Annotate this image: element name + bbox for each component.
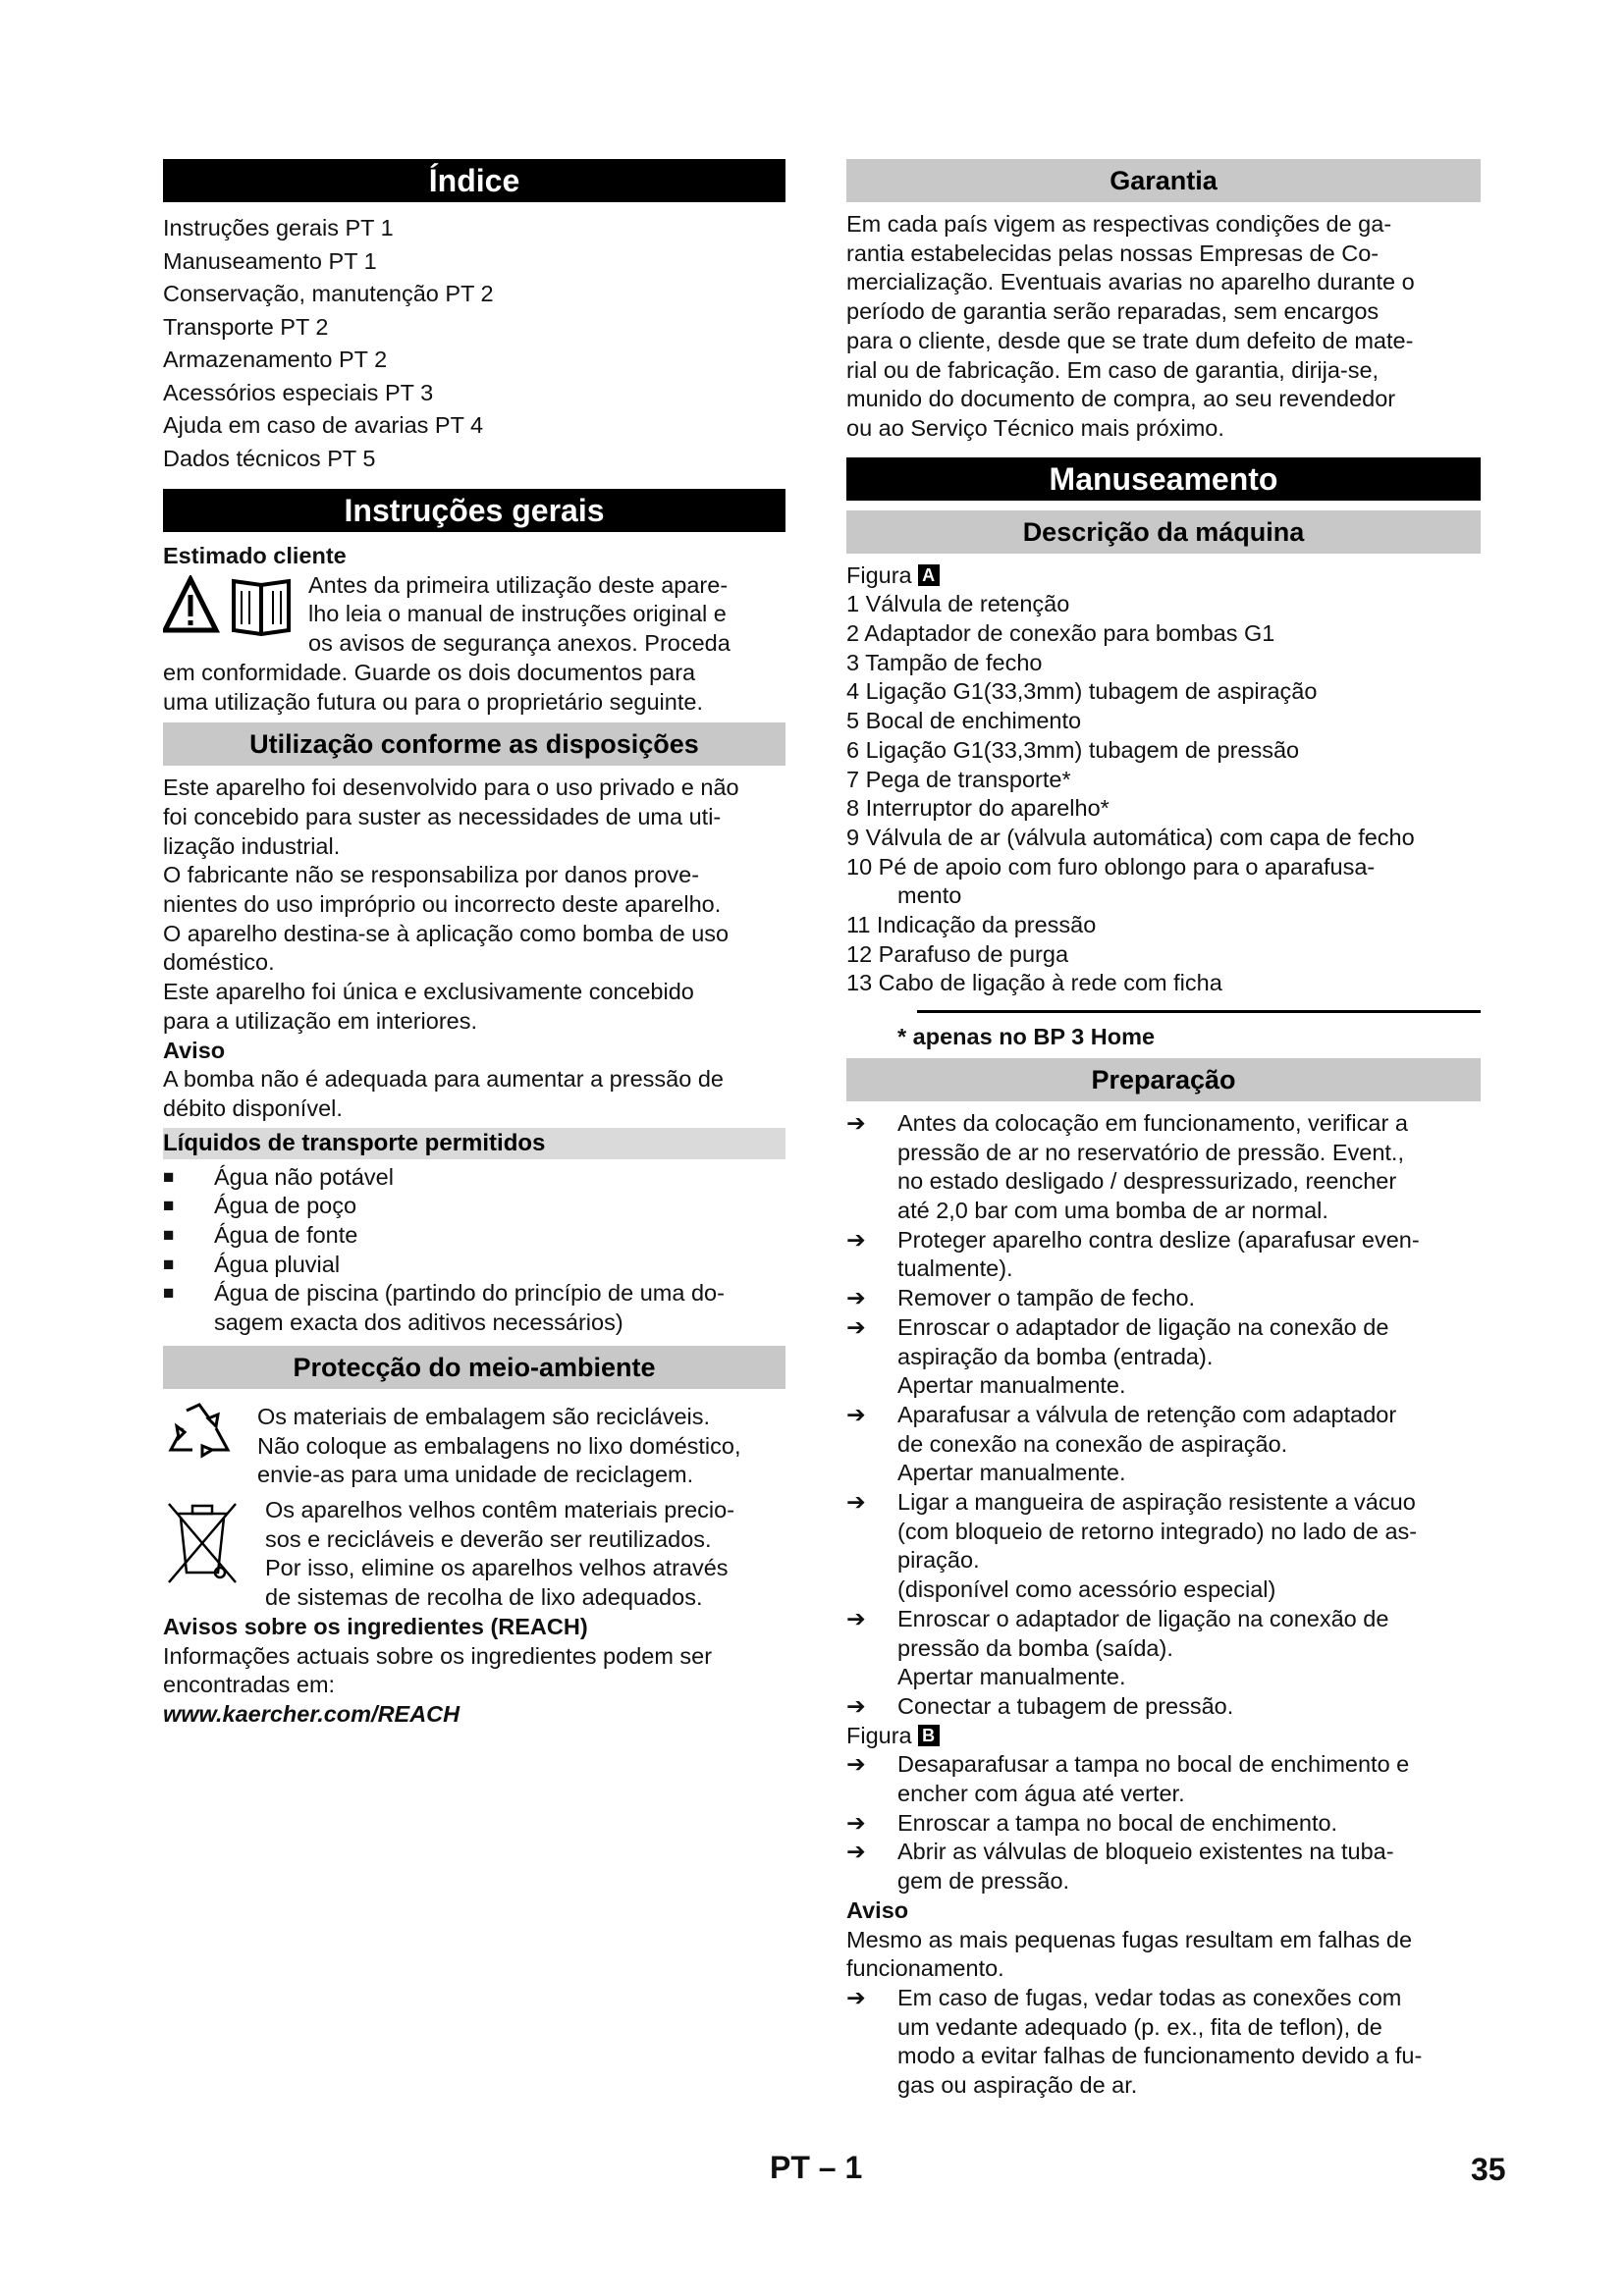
list-item: 6 Ligação G1(33,3mm) tubagem de pressão	[846, 736, 1300, 763]
step-item	[846, 1313, 1481, 1401]
paragraph-line: rial ou de fabricação. Em caso de garantia, dirija-se,	[846, 356, 1380, 383]
list-item: 1 Válvula de retenção	[846, 591, 1070, 617]
step-item	[846, 1809, 1481, 1839]
step-line: Apertar manualmente.	[897, 1372, 1126, 1399]
aviso-label: Aviso	[846, 1896, 909, 1923]
estimado-heading: Estimado cliente	[163, 543, 347, 568]
list-item: 11 Indicação da pressão	[846, 912, 1097, 938]
list-item-cont: sagem exacta dos aditivos necessários)	[214, 1309, 623, 1336]
step-line: gas ou aspiração de ar.	[897, 2072, 1138, 2099]
preparation-title: Preparação	[846, 1058, 1481, 1101]
step-item	[846, 1984, 1481, 2101]
step-line: Enroscar a tampa no bocal de enchimento.	[897, 1809, 1338, 1836]
paragraph-line: doméstico.	[163, 949, 275, 976]
left-column	[163, 159, 785, 1730]
arrow-icon: ➔	[846, 1751, 866, 1778]
estimado-line: lho leia o manual de instruções original e	[308, 601, 727, 627]
toc-title: Índice	[163, 159, 785, 202]
figure-a-badge: A	[918, 564, 940, 586]
bullet-icon: ■	[163, 1254, 175, 1275]
handling-title: Manuseamento	[846, 457, 1481, 501]
paragraph-line: ou ao Serviço Técnico mais próximo.	[846, 414, 1224, 441]
paragraph-line: O fabricante não se responsabiliza por danos prove-	[163, 862, 700, 888]
paragraph-line: O aparelho destina-se à aplicação como bomba de uso	[163, 920, 730, 946]
arrow-icon: ➔	[846, 1984, 866, 2010]
toc-item[interactable]: Armazenamento PT 2	[163, 347, 388, 372]
page-number: 35	[1471, 2152, 1506, 2187]
reach-title: Avisos sobre os ingredientes (REACH)	[163, 1613, 588, 1639]
footnote: * apenas no BP 3 Home	[897, 1024, 1156, 1050]
step-line: Proteger aparelho contra deslize (aparafusar even-	[897, 1226, 1420, 1253]
toc-item[interactable]: Instruções gerais PT 1	[163, 215, 394, 240]
arrow-icon: ➔	[846, 1605, 866, 1631]
paragraph-line: munido do documento de compra, ao seu revendedor	[846, 386, 1396, 412]
notice-icons	[163, 571, 308, 641]
paragraph-line: Por isso, elimine os aparelhos velhos através	[265, 1555, 729, 1581]
estimado-line: em conformidade. Guarde os dois documentos para	[163, 659, 696, 685]
figure-b-badge: B	[918, 1725, 940, 1746]
step-item	[846, 1692, 1481, 1722]
estimado-block	[163, 571, 785, 659]
toc-item[interactable]: Transporte PT 2	[163, 313, 329, 340]
step-line: tualmente).	[897, 1255, 1013, 1282]
warranty-title: Garantia	[846, 159, 1481, 202]
paragraph-line: envie-as para uma unidade de reciclagem.	[257, 1462, 694, 1488]
arrow-icon: ➔	[846, 1809, 866, 1836]
paragraph-line: período de garantia serão reparadas, sem encargos	[846, 298, 1380, 325]
reach-link[interactable]: www.kaercher.com/REACH	[163, 1700, 460, 1727]
step-line: um vedante adequado (p. ex., fita de teflon), de	[897, 2013, 1382, 2040]
warranty-text	[846, 210, 1481, 444]
list-item: ■ Água de piscina (partindo do princípio de uma do-	[163, 1279, 785, 1308]
estimado-line: os avisos de segurança anexos. Proceda	[308, 630, 731, 657]
paragraph-line: foi concebido para suster as necessidades de uma uti-	[163, 803, 722, 829]
step-item	[846, 1488, 1481, 1605]
toc-item[interactable]: Dados técnicos PT 5	[163, 445, 376, 471]
final-step	[846, 1984, 1481, 2101]
list-item: ■ Água de fonte	[163, 1221, 785, 1251]
step-line: Em caso de fugas, vedar todas as conexões com	[897, 1984, 1402, 2010]
intended-use-title: Utilização conforme as disposições	[163, 722, 785, 766]
toc-item[interactable]: Conservação, manutenção PT 2	[163, 281, 494, 306]
list-item: ■ Água de poço	[163, 1192, 785, 1221]
step-line: encher com água até verter.	[897, 1781, 1185, 1807]
paragraph-line: Este aparelho foi desenvolvido para o uso privado e não	[163, 774, 739, 801]
recycle-icon	[163, 1403, 236, 1464]
step-item	[846, 1750, 1481, 1808]
footnote-divider	[917, 1010, 1481, 1013]
general-instructions-title: Instruções gerais	[163, 489, 785, 532]
step-line: Antes da colocação em funcionamento, verificar a	[897, 1109, 1408, 1136]
step-line: no estado desligado / despressurizado, reencher	[897, 1168, 1397, 1195]
arrow-icon: ➔	[846, 1226, 866, 1253]
list-item: ■ Água não potável	[163, 1163, 785, 1193]
step-line: até 2,0 bar com uma bomba de ar normal.	[897, 1197, 1328, 1223]
list-item: 2 Adaptador de conexão para bombas G1	[846, 620, 1275, 647]
right-column	[846, 159, 1481, 2101]
paragraph-line: de sistemas de recolha de lixo adequados.	[265, 1584, 703, 1611]
step-line: gem de pressão.	[897, 1868, 1070, 1895]
step-line: pressão de ar no reservatório de pressão. Event.,	[897, 1139, 1404, 1165]
toc-item[interactable]: Acessórios especiais PT 3	[163, 379, 434, 405]
intended-use-text	[163, 774, 785, 1036]
arrow-icon: ➔	[846, 1489, 866, 1516]
list-item: 4 Ligação G1(33,3mm) tubagem de aspiração	[846, 678, 1318, 705]
arrow-icon: ➔	[846, 1313, 866, 1340]
step-item	[846, 1401, 1481, 1488]
warning-triangle-icon	[163, 575, 300, 636]
list-item: 8 Interruptor do aparelho*	[846, 795, 1110, 822]
step-line: Abrir as válvulas de bloqueio existentes na tuba-	[897, 1839, 1394, 1865]
aviso-line: A bomba não é adequada para aumentar a pressão de	[163, 1066, 724, 1093]
list-item: 3 Tampão de fecho	[846, 649, 1043, 675]
step-line: Apertar manualmente.	[897, 1460, 1126, 1486]
step-line: Remover o tampão de fecho.	[897, 1285, 1196, 1311]
step-item	[846, 1284, 1481, 1313]
paragraph-line: Em cada país vigem as respectivas condições de ga-	[846, 211, 1392, 237]
crossed-bin-icon	[163, 1496, 242, 1586]
estimado-line: Antes da primeira utilização deste apare-	[308, 571, 729, 598]
aviso-line: funcionamento.	[846, 1955, 1004, 1982]
paragraph-line: para a utilização em interiores.	[163, 1007, 478, 1034]
table-of-contents	[163, 212, 785, 475]
list-item: ■ Água pluvial	[163, 1251, 785, 1280]
figure-b-ref: Figura B	[846, 1722, 1481, 1751]
language-page-code: PT – 1	[770, 2150, 863, 2185]
paragraph-line: sos e recicláveis e deverão ser reutilizados.	[265, 1525, 712, 1552]
step-line: Conectar a tubagem de pressão.	[897, 1692, 1234, 1719]
arrow-icon: ➔	[846, 1401, 866, 1427]
paragraph-line: Não coloque as embalagens no lixo doméstico,	[257, 1432, 741, 1459]
paragraph-line: Informações actuais sobre os ingredientes podem ser	[163, 1642, 713, 1669]
machine-description-title: Descrição da máquina	[846, 510, 1481, 554]
bullet-icon: ■	[163, 1196, 175, 1217]
step-item	[846, 1838, 1481, 1896]
step-line: Apertar manualmente.	[897, 1664, 1126, 1690]
list-item: 7 Pega de transporte*	[846, 766, 1071, 792]
aviso-label: Aviso	[163, 1037, 226, 1063]
paragraph-line: Os aparelhos velhos contêm materiais precio-	[265, 1496, 735, 1522]
step-line: (com bloqueio de retorno integrado) no lado de as-	[897, 1518, 1418, 1544]
paragraph-line: rantia estabelecidas pelas nossas Empresas de Co-	[846, 240, 1380, 266]
step-line: modo a evitar falhas de funcionamento devido a fu-	[897, 2043, 1423, 2069]
step-line: Enroscar o adaptador de ligação na conexão de	[897, 1313, 1389, 1340]
parts-list	[846, 590, 1481, 998]
estimado-line: uma utilização futura ou para o proprietário seguinte.	[163, 688, 703, 715]
step-line: Ligar a mangueira de aspiração resistente a vácuo	[897, 1489, 1416, 1516]
paragraph-line: Este aparelho foi única e exclusivamente concebido	[163, 979, 694, 1005]
arrow-icon: ➔	[846, 1839, 866, 1865]
step-line: piração.	[897, 1547, 980, 1574]
preparation-steps-b	[846, 1750, 1481, 1896]
list-item: 9 Válvula de ar (válvula automática) com capa de fecho	[846, 824, 1415, 850]
environment-title: Protecção do meio-ambiente	[163, 1346, 785, 1389]
paragraph-line: encontradas em:	[163, 1672, 336, 1698]
list-item: 12 Parafuso de purga	[846, 940, 1069, 967]
arrow-icon: ➔	[846, 1285, 866, 1311]
open-book-icon	[234, 581, 289, 634]
bullet-icon: ■	[163, 1166, 175, 1188]
arrow-icon: ➔	[846, 1692, 866, 1719]
list-item-cont: mento	[897, 882, 962, 909]
step-line: Desaparafusar a tampa no bocal de enchimento e	[897, 1751, 1410, 1778]
toc-item[interactable]: Manuseamento PT 1	[163, 247, 377, 274]
step-item	[846, 1605, 1481, 1692]
paragraph-line: mercialização. Eventuais avarias no aparelho durante o	[846, 269, 1415, 295]
preparation-steps	[846, 1109, 1481, 1722]
paragraph-line: nientes do uso impróprio ou incorrecto deste aparelho.	[163, 891, 722, 918]
bullet-icon: ■	[163, 1283, 175, 1305]
step-line: (disponível como acessório especial)	[897, 1576, 1276, 1603]
paragraph-line: para o cliente, desde que se trate dum defeito de mate-	[846, 327, 1414, 353]
step-line: Enroscar o adaptador de ligação na conexão de	[897, 1605, 1389, 1631]
step-item	[846, 1109, 1481, 1226]
toc-item[interactable]: Ajuda em caso de avarias PT 4	[163, 412, 484, 438]
step-line: Aparafusar a válvula de retenção com adaptador	[897, 1401, 1397, 1427]
step-item	[846, 1226, 1481, 1284]
arrow-icon: ➔	[846, 1109, 866, 1136]
list-item: 13 Cabo de ligação à rede com ficha	[846, 970, 1222, 996]
aviso-line: Mesmo as mais pequenas fugas resultam em falhas de	[846, 1926, 1413, 1952]
figure-a-ref: Figura A	[846, 561, 1481, 591]
aviso-line: débito disponível.	[163, 1095, 343, 1121]
weee-block	[163, 1496, 785, 1613]
liquids-title: Líquidos de transporte permitidos	[163, 1128, 785, 1159]
list-item: 5 Bocal de enchimento	[846, 708, 1082, 734]
step-line: aspiração da bomba (entrada).	[897, 1343, 1214, 1369]
bullet-icon: ■	[163, 1225, 175, 1247]
list-item: 10 Pé de apoio com furo oblongo para o aparafusa-	[846, 853, 1376, 880]
paragraph-line: Os materiais de embalagem são recicláveis.	[257, 1403, 711, 1429]
recycle-block	[163, 1403, 785, 1490]
step-line: de conexão na conexão de aspiração.	[897, 1430, 1288, 1457]
paragraph-line: lização industrial.	[163, 832, 341, 859]
step-line: pressão da bomba (saída).	[897, 1634, 1173, 1661]
liquids-list	[163, 1163, 785, 1338]
